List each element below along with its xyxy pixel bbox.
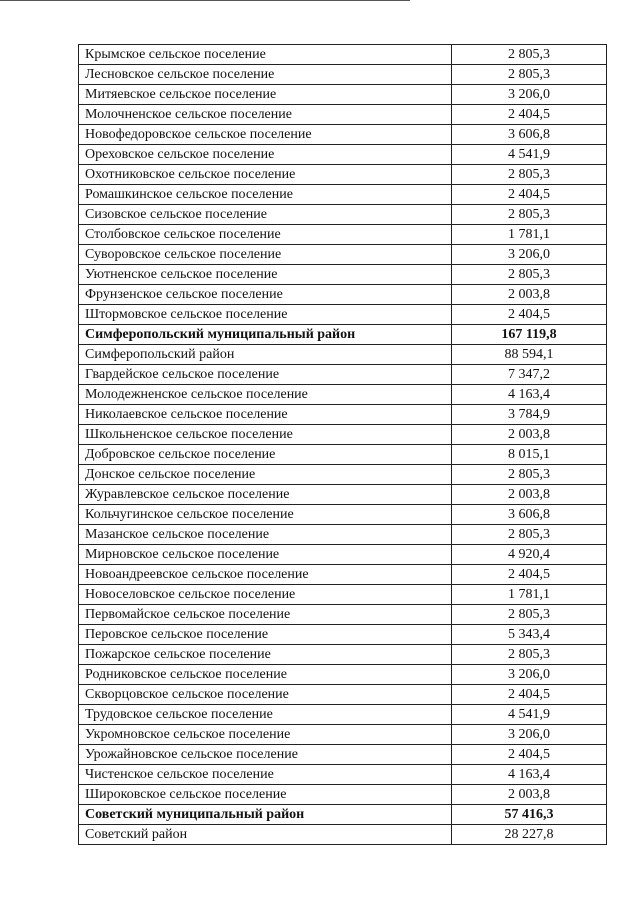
- table-row: [79, 785, 607, 805]
- row-value: 2 404,5: [452, 685, 607, 705]
- row-name: Добровское сельское поселение: [79, 445, 452, 465]
- row-name: Мазанское сельское поселение: [79, 525, 452, 545]
- table-row: [79, 625, 607, 645]
- table-row: [79, 765, 607, 785]
- row-name: Первомайское сельское поселение: [79, 605, 452, 625]
- row-value: 2 805,3: [452, 645, 607, 665]
- row-value: 2 805,3: [452, 465, 607, 485]
- table-row: [79, 345, 607, 365]
- row-value: 2 404,5: [452, 565, 607, 585]
- table-row: [79, 385, 607, 405]
- row-value: 2 805,3: [452, 265, 607, 285]
- row-value: 2 805,3: [452, 165, 607, 185]
- row-value: 2 404,5: [452, 185, 607, 205]
- row-value: 57 416,3: [452, 805, 607, 825]
- table-row: [79, 245, 607, 265]
- row-value: 3 784,9: [452, 405, 607, 425]
- row-name: Журавлевское сельское поселение: [79, 485, 452, 505]
- row-name: Николаевское сельское поселение: [79, 405, 452, 425]
- row-value: 3 606,8: [452, 125, 607, 145]
- row-name: Уютненское сельское поселение: [79, 265, 452, 285]
- row-value: 4 163,4: [452, 765, 607, 785]
- row-name: Скворцовское сельское поселение: [79, 685, 452, 705]
- table-row: [79, 45, 607, 65]
- row-value: 5 343,4: [452, 625, 607, 645]
- row-value: 2 404,5: [452, 745, 607, 765]
- row-name: Трудовское сельское поселение: [79, 705, 452, 725]
- row-name: Донское сельское поселение: [79, 465, 452, 485]
- row-name: Перовское сельское поселение: [79, 625, 452, 645]
- table-row: [79, 665, 607, 685]
- row-value: 2 003,8: [452, 425, 607, 445]
- row-name: Советский район: [79, 825, 452, 845]
- row-value: 8 015,1: [452, 445, 607, 465]
- row-value: 2 003,8: [452, 285, 607, 305]
- row-name: Широковское сельское поселение: [79, 785, 452, 805]
- row-value: 2 404,5: [452, 105, 607, 125]
- table-row: [79, 145, 607, 165]
- row-value: 4 541,9: [452, 705, 607, 725]
- row-value: 2 003,8: [452, 485, 607, 505]
- table-row: [79, 505, 607, 525]
- table-row: [79, 585, 607, 605]
- row-value: 2 805,3: [452, 45, 607, 65]
- row-name: Пожарское сельское поселение: [79, 645, 452, 665]
- row-value: 2 805,3: [452, 605, 607, 625]
- row-value: 4 920,4: [452, 545, 607, 565]
- table-row: [79, 425, 607, 445]
- table-row: [79, 365, 607, 385]
- table-row-total: [79, 805, 607, 825]
- row-value: 1 781,1: [452, 225, 607, 245]
- row-name: Кольчугинское сельское поселение: [79, 505, 452, 525]
- row-value: 4 163,4: [452, 385, 607, 405]
- table-row: [79, 525, 607, 545]
- row-name: Сизовское сельское поселение: [79, 205, 452, 225]
- row-name: Мирновское сельское поселение: [79, 545, 452, 565]
- table-row: [79, 565, 607, 585]
- table-row: [79, 705, 607, 725]
- row-name: Крымское сельское поселение: [79, 45, 452, 65]
- table-row: [79, 85, 607, 105]
- table-row: [79, 125, 607, 145]
- table-row: [79, 465, 607, 485]
- row-value: 2 404,5: [452, 305, 607, 325]
- table-row: [79, 65, 607, 85]
- row-name: Лесновское сельское поселение: [79, 65, 452, 85]
- row-name: Штормовское сельское поселение: [79, 305, 452, 325]
- row-name: Фрунзенское сельское поселение: [79, 285, 452, 305]
- table-row: [79, 605, 607, 625]
- row-value: 3 206,0: [452, 85, 607, 105]
- row-value: 167 119,8: [452, 325, 607, 345]
- table-row: [79, 205, 607, 225]
- row-value: 28 227,8: [452, 825, 607, 845]
- row-value: 3 206,0: [452, 665, 607, 685]
- row-name: Симферопольский район: [79, 345, 452, 365]
- row-name: Чистенское сельское поселение: [79, 765, 452, 785]
- row-name: Советский муниципальный район: [79, 805, 452, 825]
- table-row: [79, 285, 607, 305]
- row-value: 2 805,3: [452, 65, 607, 85]
- row-name: Новоселовское сельское поселение: [79, 585, 452, 605]
- budget-allocation-table: [78, 44, 607, 845]
- table-row: [79, 305, 607, 325]
- table-row: [79, 725, 607, 745]
- table-row: [79, 825, 607, 845]
- row-name: Симферопольский муниципальный район: [79, 325, 452, 345]
- row-name: Гвардейское сельское поселение: [79, 365, 452, 385]
- row-value: 2 003,8: [452, 785, 607, 805]
- row-name: Молочненское сельское поселение: [79, 105, 452, 125]
- table-row: [79, 225, 607, 245]
- row-name: Новофедоровское сельское поселение: [79, 125, 452, 145]
- row-value: 88 594,1: [452, 345, 607, 365]
- table-row: [79, 405, 607, 425]
- row-value: 1 781,1: [452, 585, 607, 605]
- row-value: 2 805,3: [452, 205, 607, 225]
- table-row: [79, 545, 607, 565]
- row-name: Молодежненское сельское поселение: [79, 385, 452, 405]
- table-row: [79, 185, 607, 205]
- row-name: Суворовское сельское поселение: [79, 245, 452, 265]
- row-name: Ромашкинское сельское поселение: [79, 185, 452, 205]
- row-name: Митяевское сельское поселение: [79, 85, 452, 105]
- row-value: 4 541,9: [452, 145, 607, 165]
- row-value: 3 206,0: [452, 725, 607, 745]
- row-value: 2 805,3: [452, 525, 607, 545]
- top-rule: [0, 0, 410, 1]
- row-name: Родниковское сельское поселение: [79, 665, 452, 685]
- row-name: Ореховское сельское поселение: [79, 145, 452, 165]
- table-row: [79, 745, 607, 765]
- table-row: [79, 445, 607, 465]
- table-row: [79, 165, 607, 185]
- row-name: Новоандреевское сельское поселение: [79, 565, 452, 585]
- row-name: Охотниковское сельское поселение: [79, 165, 452, 185]
- row-name: Школьненское сельское поселение: [79, 425, 452, 445]
- row-value: 7 347,2: [452, 365, 607, 385]
- table-row: [79, 645, 607, 665]
- table-row: [79, 265, 607, 285]
- table-row-total: [79, 325, 607, 345]
- table-row: [79, 105, 607, 125]
- table-body: [79, 45, 607, 845]
- row-value: 3 606,8: [452, 505, 607, 525]
- table-row: [79, 485, 607, 505]
- row-name: Укромновское сельское поселение: [79, 725, 452, 745]
- row-value: 3 206,0: [452, 245, 607, 265]
- row-name: Урожайновское сельское поселение: [79, 745, 452, 765]
- row-name: Столбовское сельское поселение: [79, 225, 452, 245]
- table-row: [79, 685, 607, 705]
